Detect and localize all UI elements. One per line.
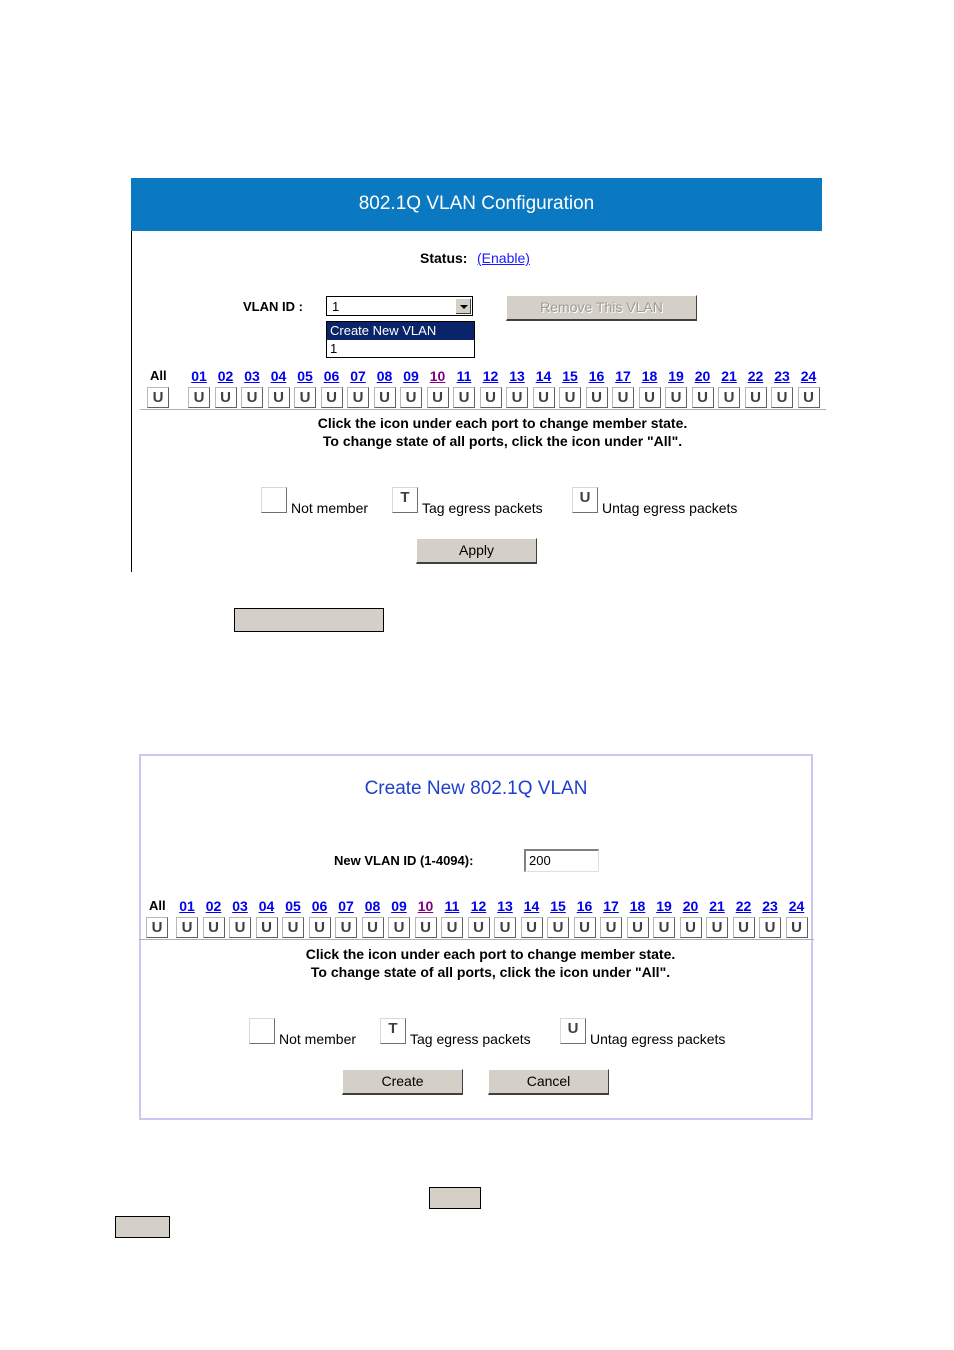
- port-link-17[interactable]: 17: [603, 898, 619, 914]
- port-link-17[interactable]: 17: [615, 368, 631, 384]
- port-link-15[interactable]: 15: [550, 898, 566, 914]
- port-state-icon-07[interactable]: U: [335, 917, 357, 938]
- port-row-divider: [140, 409, 826, 410]
- port-state-icon-03[interactable]: U: [241, 387, 263, 408]
- legend-tag: Tag egress packets: [422, 500, 543, 516]
- dropdown-option-create[interactable]: Create New VLAN: [327, 322, 474, 340]
- port-link-10[interactable]: 10: [417, 898, 434, 914]
- port-link-11[interactable]: 11: [456, 368, 472, 384]
- vlan-id-label: VLAN ID :: [243, 299, 303, 314]
- port-link-02[interactable]: 02: [217, 368, 234, 384]
- port-state-icon-16[interactable]: U: [574, 917, 596, 938]
- port-state-icon-20[interactable]: U: [680, 917, 702, 938]
- port-state-icon-08[interactable]: U: [362, 917, 384, 938]
- port-state-icon-16[interactable]: U: [586, 387, 608, 408]
- port-link-05[interactable]: 05: [297, 368, 313, 384]
- create-vlan-title: Create New 802.1Q VLAN: [364, 778, 588, 799]
- port-link-16[interactable]: 16: [588, 368, 605, 384]
- inline-button-graphic: [115, 1216, 170, 1238]
- port-state-icon-12[interactable]: U: [468, 917, 490, 938]
- port-link-02[interactable]: 02: [205, 898, 222, 914]
- port-state-icon-03[interactable]: U: [229, 917, 251, 938]
- tag-icon: T: [380, 1018, 406, 1044]
- port-all-label: All: [150, 368, 167, 383]
- port-state-icon-15[interactable]: U: [547, 917, 569, 938]
- port-state-icon-06[interactable]: U: [321, 387, 343, 408]
- port-state-icon-14[interactable]: U: [521, 917, 543, 938]
- port-state-icon-14[interactable]: U: [533, 387, 555, 408]
- port-state-icon-02[interactable]: U: [215, 387, 237, 408]
- port-row-divider: [139, 939, 814, 940]
- port-link-14[interactable]: 14: [535, 368, 552, 384]
- port-state-icon-06[interactable]: U: [309, 917, 331, 938]
- port-link-12[interactable]: 12: [470, 898, 487, 914]
- port-link-22[interactable]: 22: [747, 368, 764, 384]
- port-link-10[interactable]: 10: [429, 368, 446, 384]
- port-link-21[interactable]: 21: [709, 898, 725, 914]
- port-link-19[interactable]: 19: [668, 368, 684, 384]
- port-link-24[interactable]: 24: [788, 898, 805, 914]
- chevron-down-icon[interactable]: [455, 298, 471, 314]
- port-state-icon-04[interactable]: U: [256, 917, 278, 938]
- port-state-icon-08[interactable]: U: [374, 387, 396, 408]
- port-state-icon-22[interactable]: U: [745, 387, 767, 408]
- cancel-button[interactable]: Cancel: [488, 1069, 609, 1095]
- legend-tag-b: Tag egress packets: [410, 1031, 531, 1047]
- port-link-07[interactable]: 07: [338, 898, 354, 914]
- port-link-09[interactable]: 09: [403, 368, 419, 384]
- port-link-22[interactable]: 22: [735, 898, 752, 914]
- tag-icon: T: [392, 487, 418, 513]
- port-link-21[interactable]: 21: [721, 368, 737, 384]
- port-link-01[interactable]: 01: [191, 368, 207, 384]
- dropdown-option-1[interactable]: 1: [330, 341, 338, 356]
- port-state-icon-11[interactable]: U: [441, 917, 463, 938]
- port-link-08[interactable]: 08: [376, 368, 393, 384]
- port-link-03[interactable]: 03: [244, 368, 260, 384]
- port-link-08[interactable]: 08: [364, 898, 381, 914]
- port-state-icon-20[interactable]: U: [692, 387, 714, 408]
- port-state-icon-23[interactable]: U: [759, 917, 781, 938]
- port-state-icon-17[interactable]: U: [600, 917, 622, 938]
- legend-not-member: Not member: [291, 500, 369, 516]
- page-title: 802.1Q VLAN Configuration: [358, 193, 595, 214]
- port-state-icon-13[interactable]: U: [506, 387, 528, 408]
- port-state-icon-01[interactable]: U: [188, 387, 210, 408]
- port-link-04[interactable]: 04: [270, 368, 287, 384]
- instruction-line-1-b: Click the icon under each port to change member state.: [305, 946, 676, 962]
- new-vlan-id-input[interactable]: 200: [524, 849, 599, 872]
- port-link-23[interactable]: 23: [762, 898, 778, 914]
- port-state-icon-19[interactable]: U: [665, 387, 687, 408]
- port-link-06[interactable]: 06: [311, 898, 328, 914]
- inline-button-graphic: [429, 1187, 481, 1209]
- port-link-24[interactable]: 24: [800, 368, 817, 384]
- apply-button[interactable]: Apply: [416, 538, 537, 564]
- port-state-icon-04[interactable]: U: [268, 387, 290, 408]
- port-link-20[interactable]: 20: [694, 368, 711, 384]
- port-link-18[interactable]: 18: [641, 368, 658, 384]
- port-state-icon-09[interactable]: U: [400, 387, 422, 408]
- port-link-12[interactable]: 12: [482, 368, 499, 384]
- port-state-icon-12[interactable]: U: [480, 387, 502, 408]
- untag-icon: U: [572, 487, 598, 513]
- instruction-line-2-b: To change state of all ports, click the icon under "All".: [310, 964, 671, 980]
- port-link-07[interactable]: 07: [350, 368, 366, 384]
- port-link-04[interactable]: 04: [258, 898, 275, 914]
- new-vlan-id-label: New VLAN ID (1-4094):: [334, 853, 474, 868]
- port-state-icon-17[interactable]: U: [612, 387, 634, 408]
- not-member-icon: [261, 487, 287, 513]
- port-link-09[interactable]: 09: [391, 898, 407, 914]
- port-state-icon-19[interactable]: U: [653, 917, 675, 938]
- port-state-icon-02[interactable]: U: [203, 917, 225, 938]
- port-state-icon-05[interactable]: U: [282, 917, 304, 938]
- port-state-icon-09[interactable]: U: [388, 917, 410, 938]
- port-link-14[interactable]: 14: [523, 898, 540, 914]
- vlan-id-selected: 1: [332, 299, 340, 314]
- port-link-19[interactable]: 19: [656, 898, 672, 914]
- vlan-id-dropdown: [326, 321, 475, 358]
- port-all-state-icon[interactable]: U: [147, 387, 169, 408]
- instruction-line-1: Click the icon under each port to change member state.: [317, 415, 688, 431]
- panel-border: [131, 231, 132, 572]
- port-state-icon-13[interactable]: U: [494, 917, 516, 938]
- port-state-icon-01[interactable]: U: [176, 917, 198, 938]
- port-link-15[interactable]: 15: [562, 368, 578, 384]
- port-state-icon-11[interactable]: U: [453, 387, 475, 408]
- create-button[interactable]: Create: [342, 1069, 463, 1095]
- port-link-11[interactable]: 11: [444, 898, 460, 914]
- vlan-id-select[interactable]: [326, 296, 473, 316]
- legend-untag-b: Untag egress packets: [590, 1031, 726, 1047]
- instruction-line-2: To change state of all ports, click the icon under "All".: [322, 433, 683, 449]
- port-link-16[interactable]: 16: [576, 898, 593, 914]
- port-all-state-icon[interactable]: U: [146, 917, 168, 938]
- legend-untag: Untag egress packets: [602, 500, 738, 516]
- port-state-icon-23[interactable]: U: [771, 387, 793, 408]
- not-member-icon: [249, 1018, 275, 1044]
- port-link-03[interactable]: 03: [232, 898, 248, 914]
- port-state-icon-18[interactable]: U: [627, 917, 649, 938]
- legend-not-member-b: Not member: [279, 1031, 357, 1047]
- port-state-icon-21[interactable]: U: [706, 917, 728, 938]
- port-link-05[interactable]: 05: [285, 898, 301, 914]
- port-state-icon-24[interactable]: U: [798, 387, 820, 408]
- port-state-icon-05[interactable]: U: [294, 387, 316, 408]
- port-link-18[interactable]: 18: [629, 898, 646, 914]
- port-state-icon-22[interactable]: U: [733, 917, 755, 938]
- untag-icon: U: [560, 1018, 586, 1044]
- port-link-13[interactable]: 13: [497, 898, 513, 914]
- port-link-13[interactable]: 13: [509, 368, 525, 384]
- port-state-icon-24[interactable]: U: [786, 917, 808, 938]
- port-state-icon-21[interactable]: U: [718, 387, 740, 408]
- status-link[interactable]: (Enable): [477, 250, 530, 266]
- port-link-01[interactable]: 01: [179, 898, 195, 914]
- port-state-icon-10[interactable]: U: [427, 387, 449, 408]
- port-state-icon-15[interactable]: U: [559, 387, 581, 408]
- port-link-20[interactable]: 20: [682, 898, 699, 914]
- port-state-icon-18[interactable]: U: [639, 387, 661, 408]
- port-link-06[interactable]: 06: [323, 368, 340, 384]
- remove-vlan-button[interactable]: Remove This VLAN: [506, 295, 697, 321]
- status-label: Status:: [420, 250, 468, 266]
- port-all-label: All: [149, 898, 166, 913]
- port-link-23[interactable]: 23: [774, 368, 790, 384]
- port-state-icon-10[interactable]: U: [415, 917, 437, 938]
- inline-button-graphic: [234, 608, 384, 632]
- panel-header: [131, 178, 822, 231]
- port-state-icon-07[interactable]: U: [347, 387, 369, 408]
